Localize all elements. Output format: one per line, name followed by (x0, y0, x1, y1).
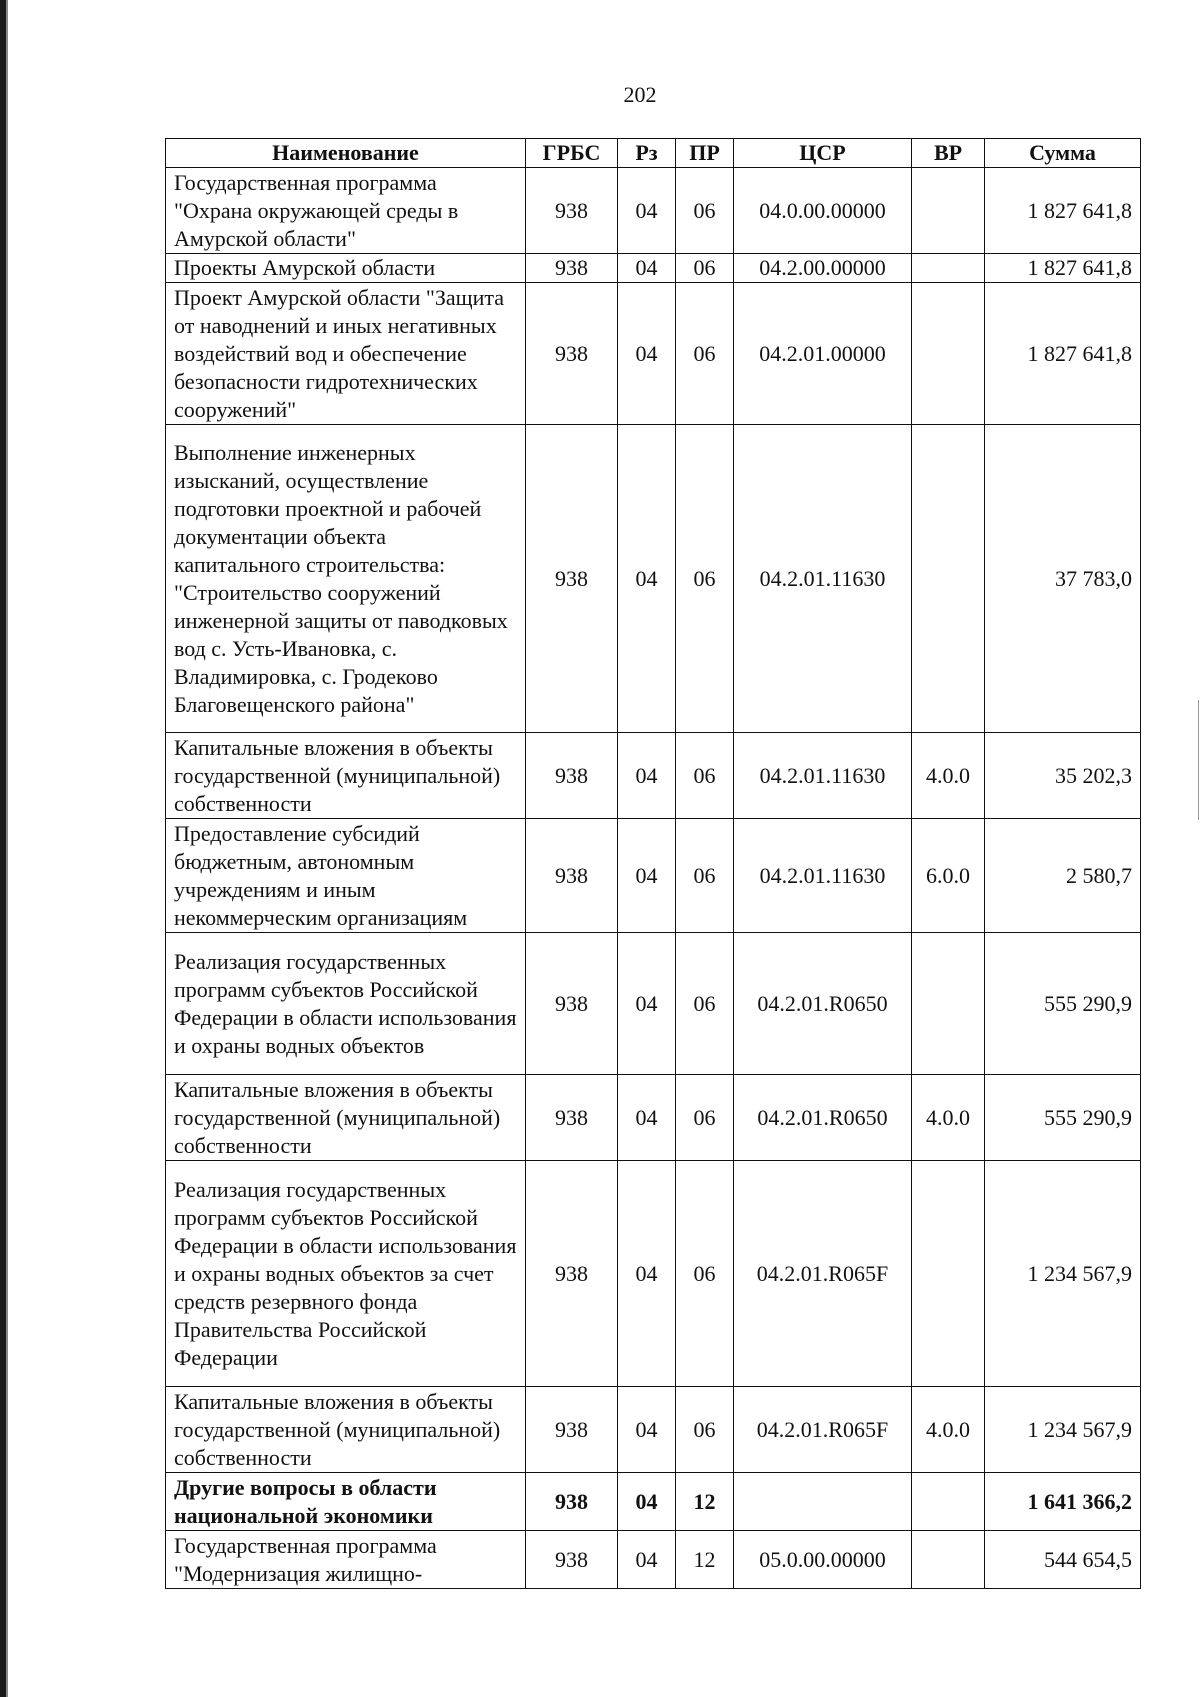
cell-pr: 06 (676, 933, 734, 1075)
cell-csr: 04.2.01.R065F (734, 1387, 912, 1473)
cell-rz: 04 (618, 819, 676, 933)
cell-vr (912, 425, 985, 733)
budget-table (165, 138, 1141, 1589)
table-header-row (166, 139, 1141, 168)
cell-vr (912, 168, 985, 254)
table-row (166, 1075, 1141, 1161)
table-row (166, 425, 1141, 733)
cell-pr: 06 (676, 733, 734, 819)
cell-sum: 1 234 567,9 (985, 1161, 1141, 1387)
cell-csr: 04.2.01.11630 (734, 425, 912, 733)
cell-rz: 04 (618, 168, 676, 254)
cell-sum: 35 202,3 (985, 733, 1141, 819)
cell-pr: 12 (676, 1473, 734, 1531)
cell-rz: 04 (618, 1075, 676, 1161)
cell-vr: 4.0.0 (912, 733, 985, 819)
cell-name: Капитальные вложения в объекты государственной (муниципальной) собственности (166, 1075, 526, 1161)
cell-rz: 04 (618, 933, 676, 1075)
table-row (166, 1161, 1141, 1387)
cell-vr (912, 933, 985, 1075)
cell-pr: 12 (676, 1531, 734, 1589)
header-sum: Сумма (985, 139, 1141, 168)
cell-vr (912, 254, 985, 283)
cell-grbs: 938 (526, 933, 618, 1075)
table-row (166, 168, 1141, 254)
cell-vr (912, 1161, 985, 1387)
table-row (166, 254, 1141, 283)
cell-csr: 04.2.01.R0650 (734, 1075, 912, 1161)
cell-grbs: 938 (526, 283, 618, 425)
cell-pr: 06 (676, 283, 734, 425)
cell-csr: 04.2.00.00000 (734, 254, 912, 283)
cell-sum: 1 827 641,8 (985, 168, 1141, 254)
cell-grbs: 938 (526, 1161, 618, 1387)
table-row (166, 1473, 1141, 1531)
cell-pr: 06 (676, 254, 734, 283)
cell-sum: 37 783,0 (985, 425, 1141, 733)
cell-pr: 06 (676, 1387, 734, 1473)
table-row (166, 933, 1141, 1075)
cell-grbs: 938 (526, 1473, 618, 1531)
cell-sum: 544 654,5 (985, 1531, 1141, 1589)
cell-pr: 06 (676, 819, 734, 933)
table-row (166, 733, 1141, 819)
cell-pr: 06 (676, 1161, 734, 1387)
header-name: Наименование (166, 139, 526, 168)
header-vr: ВР (912, 139, 985, 168)
cell-rz: 04 (618, 425, 676, 733)
cell-name: Выполнение инженерных изысканий, осуществление подготовки проектной и рабочей документации объекта капитального строительства: "Строительство сооружений инженерной защиты от паводковых вод с. Усть-Ивановка, с. Владимировка, с. Гродеково Благовещенского района" (166, 425, 526, 733)
cell-csr: 04.2.01.11630 (734, 733, 912, 819)
cell-vr: 6.0.0 (912, 819, 985, 933)
cell-csr: 04.2.01.R065F (734, 1161, 912, 1387)
scan-left-edge-shadow (6, 0, 8, 1697)
cell-name: Капитальные вложения в объекты государственной (муниципальной) собственности (166, 733, 526, 819)
cell-name: Реализация государственных программ субъектов Российской Федерации в области использования и охраны водных объектов за счет средств резервного фонда Правительства Российской Федерации (166, 1161, 526, 1387)
table-body (166, 168, 1141, 1589)
cell-rz: 04 (618, 254, 676, 283)
cell-pr: 06 (676, 425, 734, 733)
cell-rz: 04 (618, 733, 676, 819)
cell-grbs: 938 (526, 425, 618, 733)
cell-vr: 4.0.0 (912, 1387, 985, 1473)
cell-csr: 04.0.00.00000 (734, 168, 912, 254)
table-row (166, 819, 1141, 933)
cell-pr: 06 (676, 168, 734, 254)
cell-name: Проекты Амурской области (166, 254, 526, 283)
cell-grbs: 938 (526, 733, 618, 819)
cell-name: Проект Амурской области "Защита от наводнений и иных негативных воздействий вод и обеспечение безопасности гидротехнических сооружений" (166, 283, 526, 425)
cell-vr (912, 283, 985, 425)
cell-sum: 555 290,9 (985, 1075, 1141, 1161)
cell-rz: 04 (618, 1531, 676, 1589)
cell-csr: 04.2.01.11630 (734, 819, 912, 933)
cell-csr: 04.2.01.00000 (734, 283, 912, 425)
cell-grbs: 938 (526, 1075, 618, 1161)
cell-rz: 04 (618, 283, 676, 425)
header-grbs: ГРБС (526, 139, 618, 168)
cell-sum: 1 827 641,8 (985, 254, 1141, 283)
scan-right-mark (1198, 700, 1199, 820)
cell-csr (734, 1473, 912, 1531)
cell-name: Реализация государственных программ субъектов Российской Федерации в области использования и охраны водных объектов (166, 933, 526, 1075)
header-rz: Рз (618, 139, 676, 168)
cell-name: Государственная программа "Модернизация жилищно- (166, 1531, 526, 1589)
cell-sum: 1 641 366,2 (985, 1473, 1141, 1531)
cell-grbs: 938 (526, 1387, 618, 1473)
cell-rz: 04 (618, 1161, 676, 1387)
cell-sum: 1 234 567,9 (985, 1387, 1141, 1473)
cell-sum: 1 827 641,8 (985, 283, 1141, 425)
cell-grbs: 938 (526, 819, 618, 933)
cell-rz: 04 (618, 1387, 676, 1473)
table-row (166, 283, 1141, 425)
page-number: 202 (623, 82, 657, 107)
cell-vr (912, 1473, 985, 1531)
header-pr: ПР (676, 139, 734, 168)
cell-grbs: 938 (526, 254, 618, 283)
cell-csr: 05.0.00.00000 (734, 1531, 912, 1589)
cell-csr: 04.2.01.R0650 (734, 933, 912, 1075)
cell-sum: 555 290,9 (985, 933, 1141, 1075)
cell-vr: 4.0.0 (912, 1075, 985, 1161)
cell-name: Капитальные вложения в объекты государственной (муниципальной) собственности (166, 1387, 526, 1473)
cell-grbs: 938 (526, 1531, 618, 1589)
cell-pr: 06 (676, 1075, 734, 1161)
cell-name: Предоставление субсидий бюджетным, автономным учреждениям и иным некоммерческим организациям (166, 819, 526, 933)
cell-rz: 04 (618, 1473, 676, 1531)
cell-name: Другие вопросы в области национальной экономики (166, 1473, 526, 1531)
table-row (166, 1531, 1141, 1589)
header-csr: ЦСР (734, 139, 912, 168)
cell-sum: 2 580,7 (985, 819, 1141, 933)
cell-name: Государственная программа "Охрана окружающей среды в Амурской области" (166, 168, 526, 254)
table-row (166, 1387, 1141, 1473)
cell-grbs: 938 (526, 168, 618, 254)
cell-vr (912, 1531, 985, 1589)
